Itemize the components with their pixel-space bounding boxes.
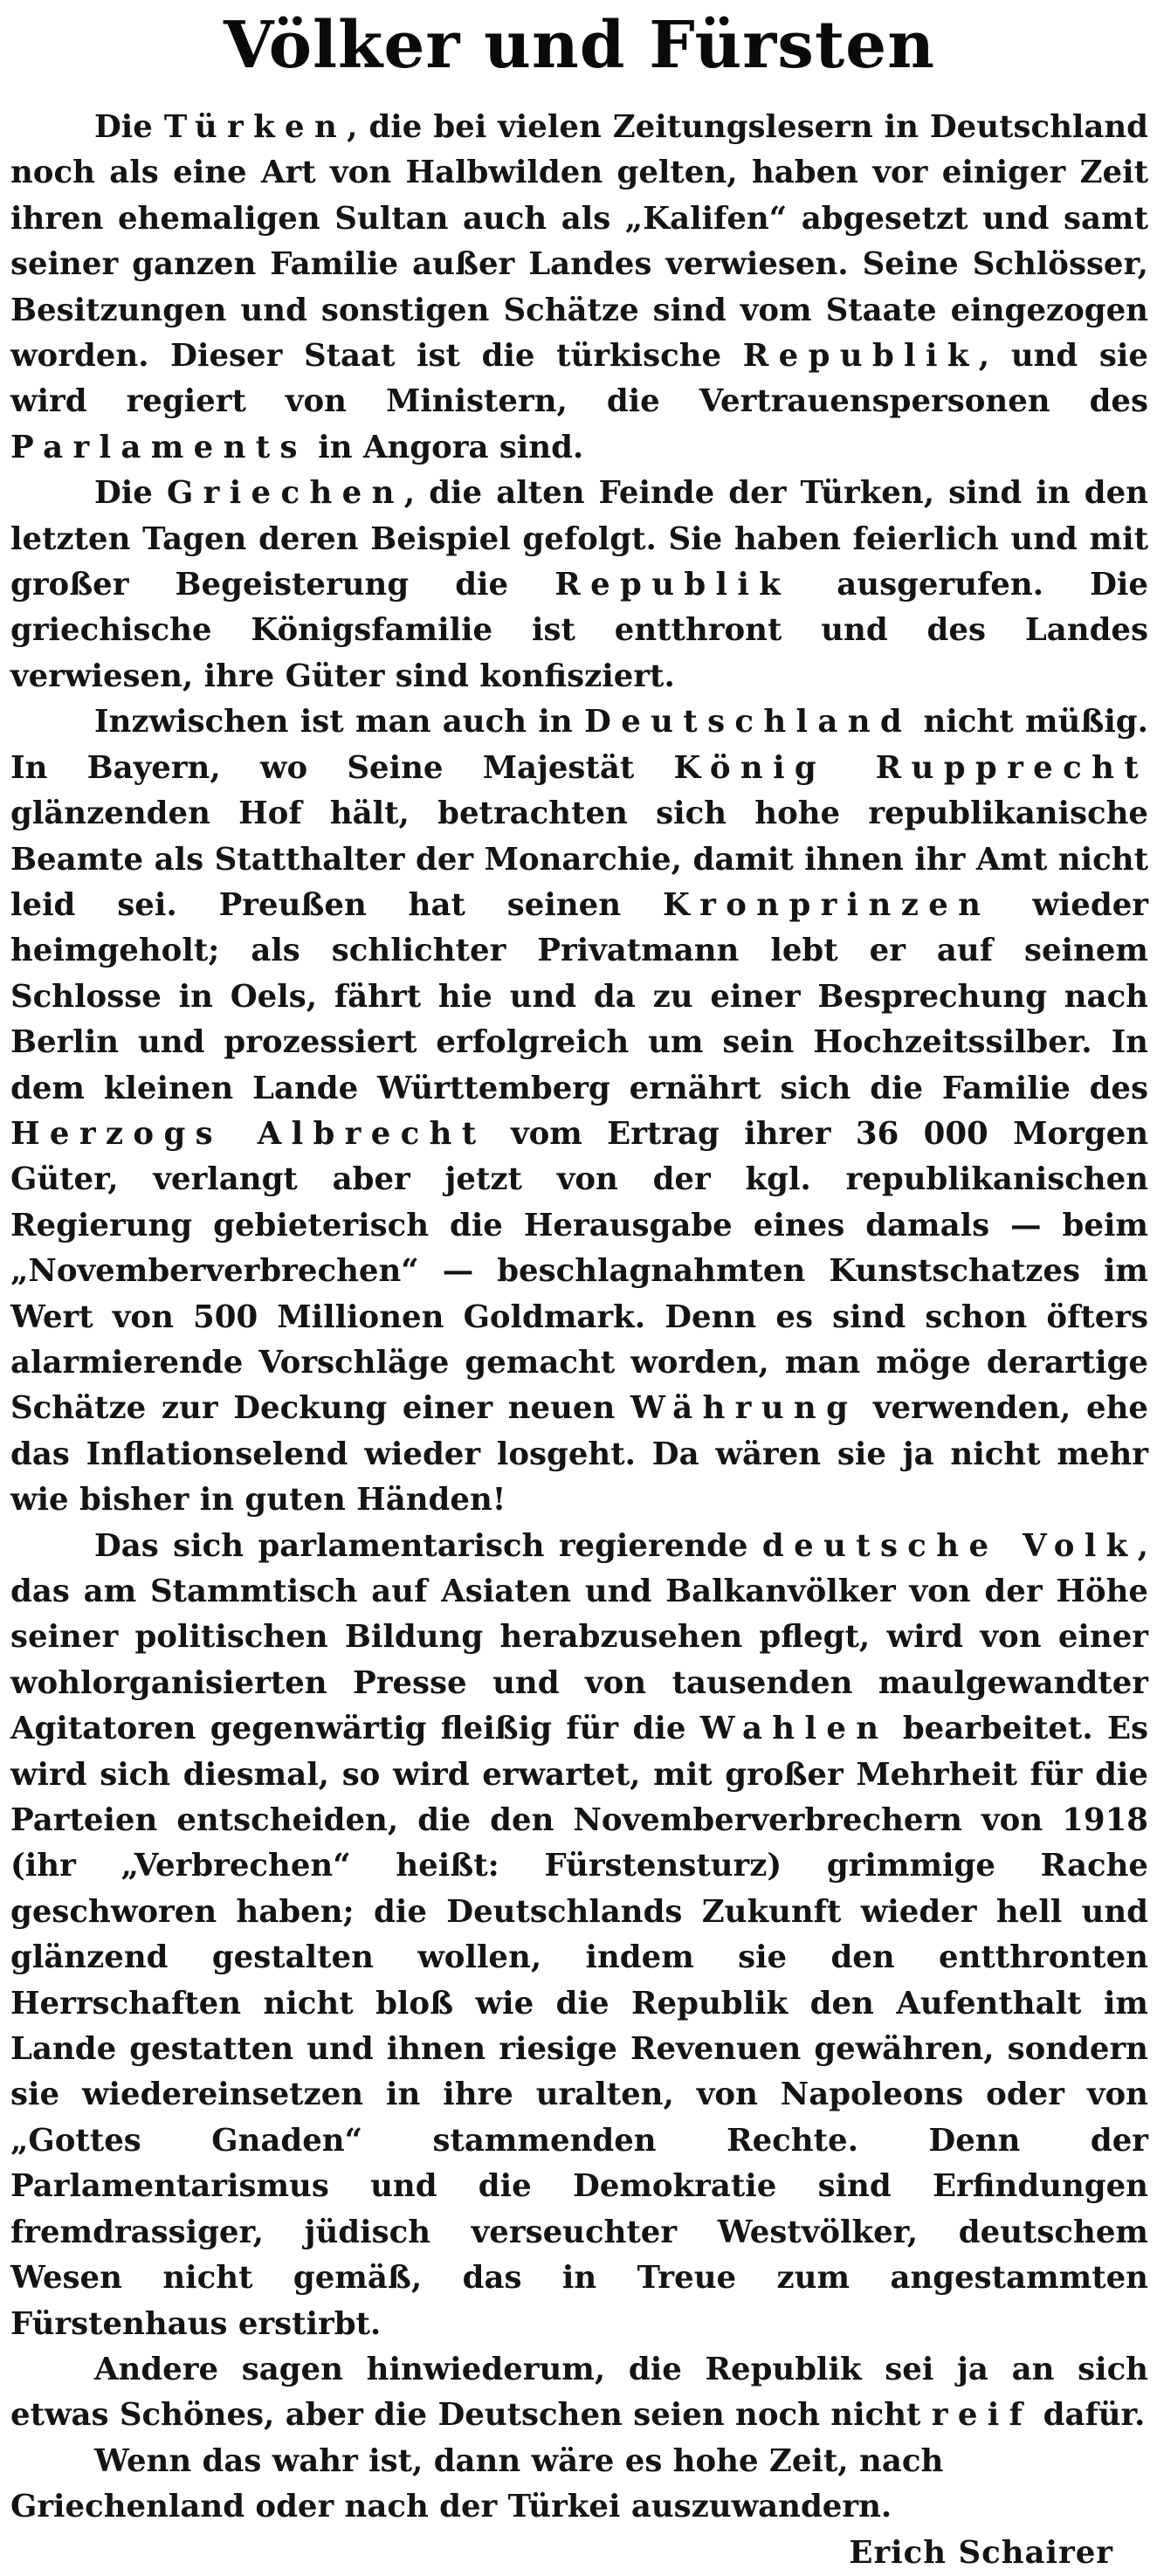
emphasized-text: Parlaments <box>10 429 307 465</box>
author-signature: Erich Schairer <box>849 2534 1113 2571</box>
emphasized-text: Währung <box>630 1390 858 1427</box>
emphasized-text: Griechen <box>166 475 404 512</box>
paragraph-text: nicht müßig. In Bayern, wo Seine Majestät <box>10 704 1148 786</box>
paragraph-text: wieder heimgeholt; als schlichter Privatmann lebt er auf seinem Schlosse in Oels, fährt hie und da zu einer Besprechung nach Berlin und prozessiert erfolgreich um sein Hochzeitssilber. In dem kleinen Lande Württemberg ernährt sich die Familie des <box>10 886 1148 1106</box>
article-body <box>10 105 1148 2439</box>
emphasized-text: Türken <box>163 109 348 145</box>
emphasized-text: Herzogs Albrecht <box>10 1115 486 1152</box>
paragraph-text: verwenden, ehe das Inflationselend wieder losgeht. Da wären sie ja nicht mehr wie bisher in guten Händen! <box>10 1390 1149 1519</box>
paragraph-text: , und sie wird regiert von Ministern, die Vertrauenspersonen des <box>10 338 1148 420</box>
paragraph-text: ausgerufen. Die griechische Königsfamilie ist entthront und des Landes verwiesen, ihre Güter sind konfisziert. <box>10 567 1148 694</box>
emphasized-text: reif <box>931 2397 1033 2434</box>
paragraph-text: , das am Stammtisch auf Asiaten und Balkanvölker von der Höhe seiner politischen Bildung herabzusehen pflegt, wird von einer wohlorganisierten Presse und von tausenden maulgewandter Agitatoren gegenwärtig fleißig für die <box>10 1527 1148 1747</box>
paragraph-text: dafür. <box>1032 2397 1146 2434</box>
emphasized-text: Deutschland <box>584 704 913 740</box>
closing-text: Wenn das wahr ist, dann wäre es hohe Zeit, nach Griechenland oder nach der Türkei auszuwandern. <box>10 2442 944 2525</box>
paragraph-text: Die <box>94 475 167 512</box>
paragraph-text: , die bei vielen Zeitungslesern in Deutschland noch als eine Art von Halbwilden gelten, haben vor einiger Zeit ihren ehemaligen Sultan auch als „Kalifen“ abgesetzt und samt seiner ganzen Familie außer Landes verwiesen. Seine Schlösser, Besitzungen und sonstigen Schätze sind vom Staate eingezogen worden. Dieser Staat ist die türkische <box>10 109 1148 375</box>
emphasized-text: Wahlen <box>699 1711 889 1747</box>
article-paragraph <box>10 471 1148 699</box>
paragraph-text: glänzenden Hof hält, betrachten sich hohe republikanische Beamte als Statthalter der Monarchie, damit ihnen ihr Amt nicht leid sei. Preußen hat seinen <box>10 796 1148 923</box>
paragraph-text: Das sich parlamentarisch regierende <box>94 1527 762 1564</box>
emphasized-text: deutsche Volk <box>761 1527 1138 1564</box>
paragraph-text: , die alten Feinde der Türken, sind in den letzten Tagen deren Beispiel gefolgt. Sie haben feierlich und mit großer Begeisterung die <box>10 475 1148 603</box>
paragraph-text: in Angora sind. <box>306 429 584 465</box>
emphasized-text: König Rupprecht <box>673 749 1148 786</box>
emphasized-text: Republik <box>554 567 791 603</box>
emphasized-text: Kronprinzen <box>662 886 991 923</box>
paragraph-text: Inzwischen ist man auch in <box>94 704 585 740</box>
article-paragraph <box>10 1524 1148 2347</box>
paragraph-text: vom Ertrag ihrer 36 000 Morgen Güter, verlangt aber jetzt von der kgl. republikanischen Regierung gebieterisch die Herausgabe eines damals — beim „Novemberverbrechen“ — beschlagnahmten Kunstschatzes im Wert von 500 Millionen Goldmark. Denn es sind schon öfters alarmierende Vorschläge gemacht worden, man möge derartige Schätze zur Deckung einer neuen <box>10 1115 1149 1427</box>
article-paragraph <box>10 2347 1148 2439</box>
paragraph-text: Andere sagen hinwiederum, die Republik sei ja an sich etwas Schönes, aber die Deutschen seien noch nicht <box>10 2351 1148 2434</box>
paragraph-text: Die <box>94 109 164 145</box>
emphasized-text: Republik <box>742 338 979 375</box>
paragraph-text: bearbeitet. Es wird sich diesmal, so wird erwartet, mit großer Mehrheit für die Parteien entscheiden, die den Novemberverbrechern von 1918 (ihr „Verbrechen“ heißt: Fürstensturz) grimmige Rache geschworen haben; die Deutschlands Zukunft wieder hell und glänzend gestalten wollen, indem sie den entthronten Herrschaften nicht bloß wie die Republik den Aufenthalt im Lande gestatten und ihnen riesige Revenuen gewähren, sondern sie wiedereinsetzen in ihre uralten, von Napoleons oder von „Gottes Gnaden“ stammenden Rechte. Denn der Parlamentarismus und die Demokratie sind Erfindungen fremdrassiger, jüdisch verseuchter Westvölker, deutschem Wesen nicht gemäß, das in Treue zum angestammten Fürstenhaus erstirbt. <box>10 1711 1148 2342</box>
closing-paragraph <box>10 2439 1148 2571</box>
article-paragraph <box>10 699 1148 1523</box>
headline: Völker und Fürsten <box>223 8 936 83</box>
article-paragraph <box>10 105 1148 471</box>
